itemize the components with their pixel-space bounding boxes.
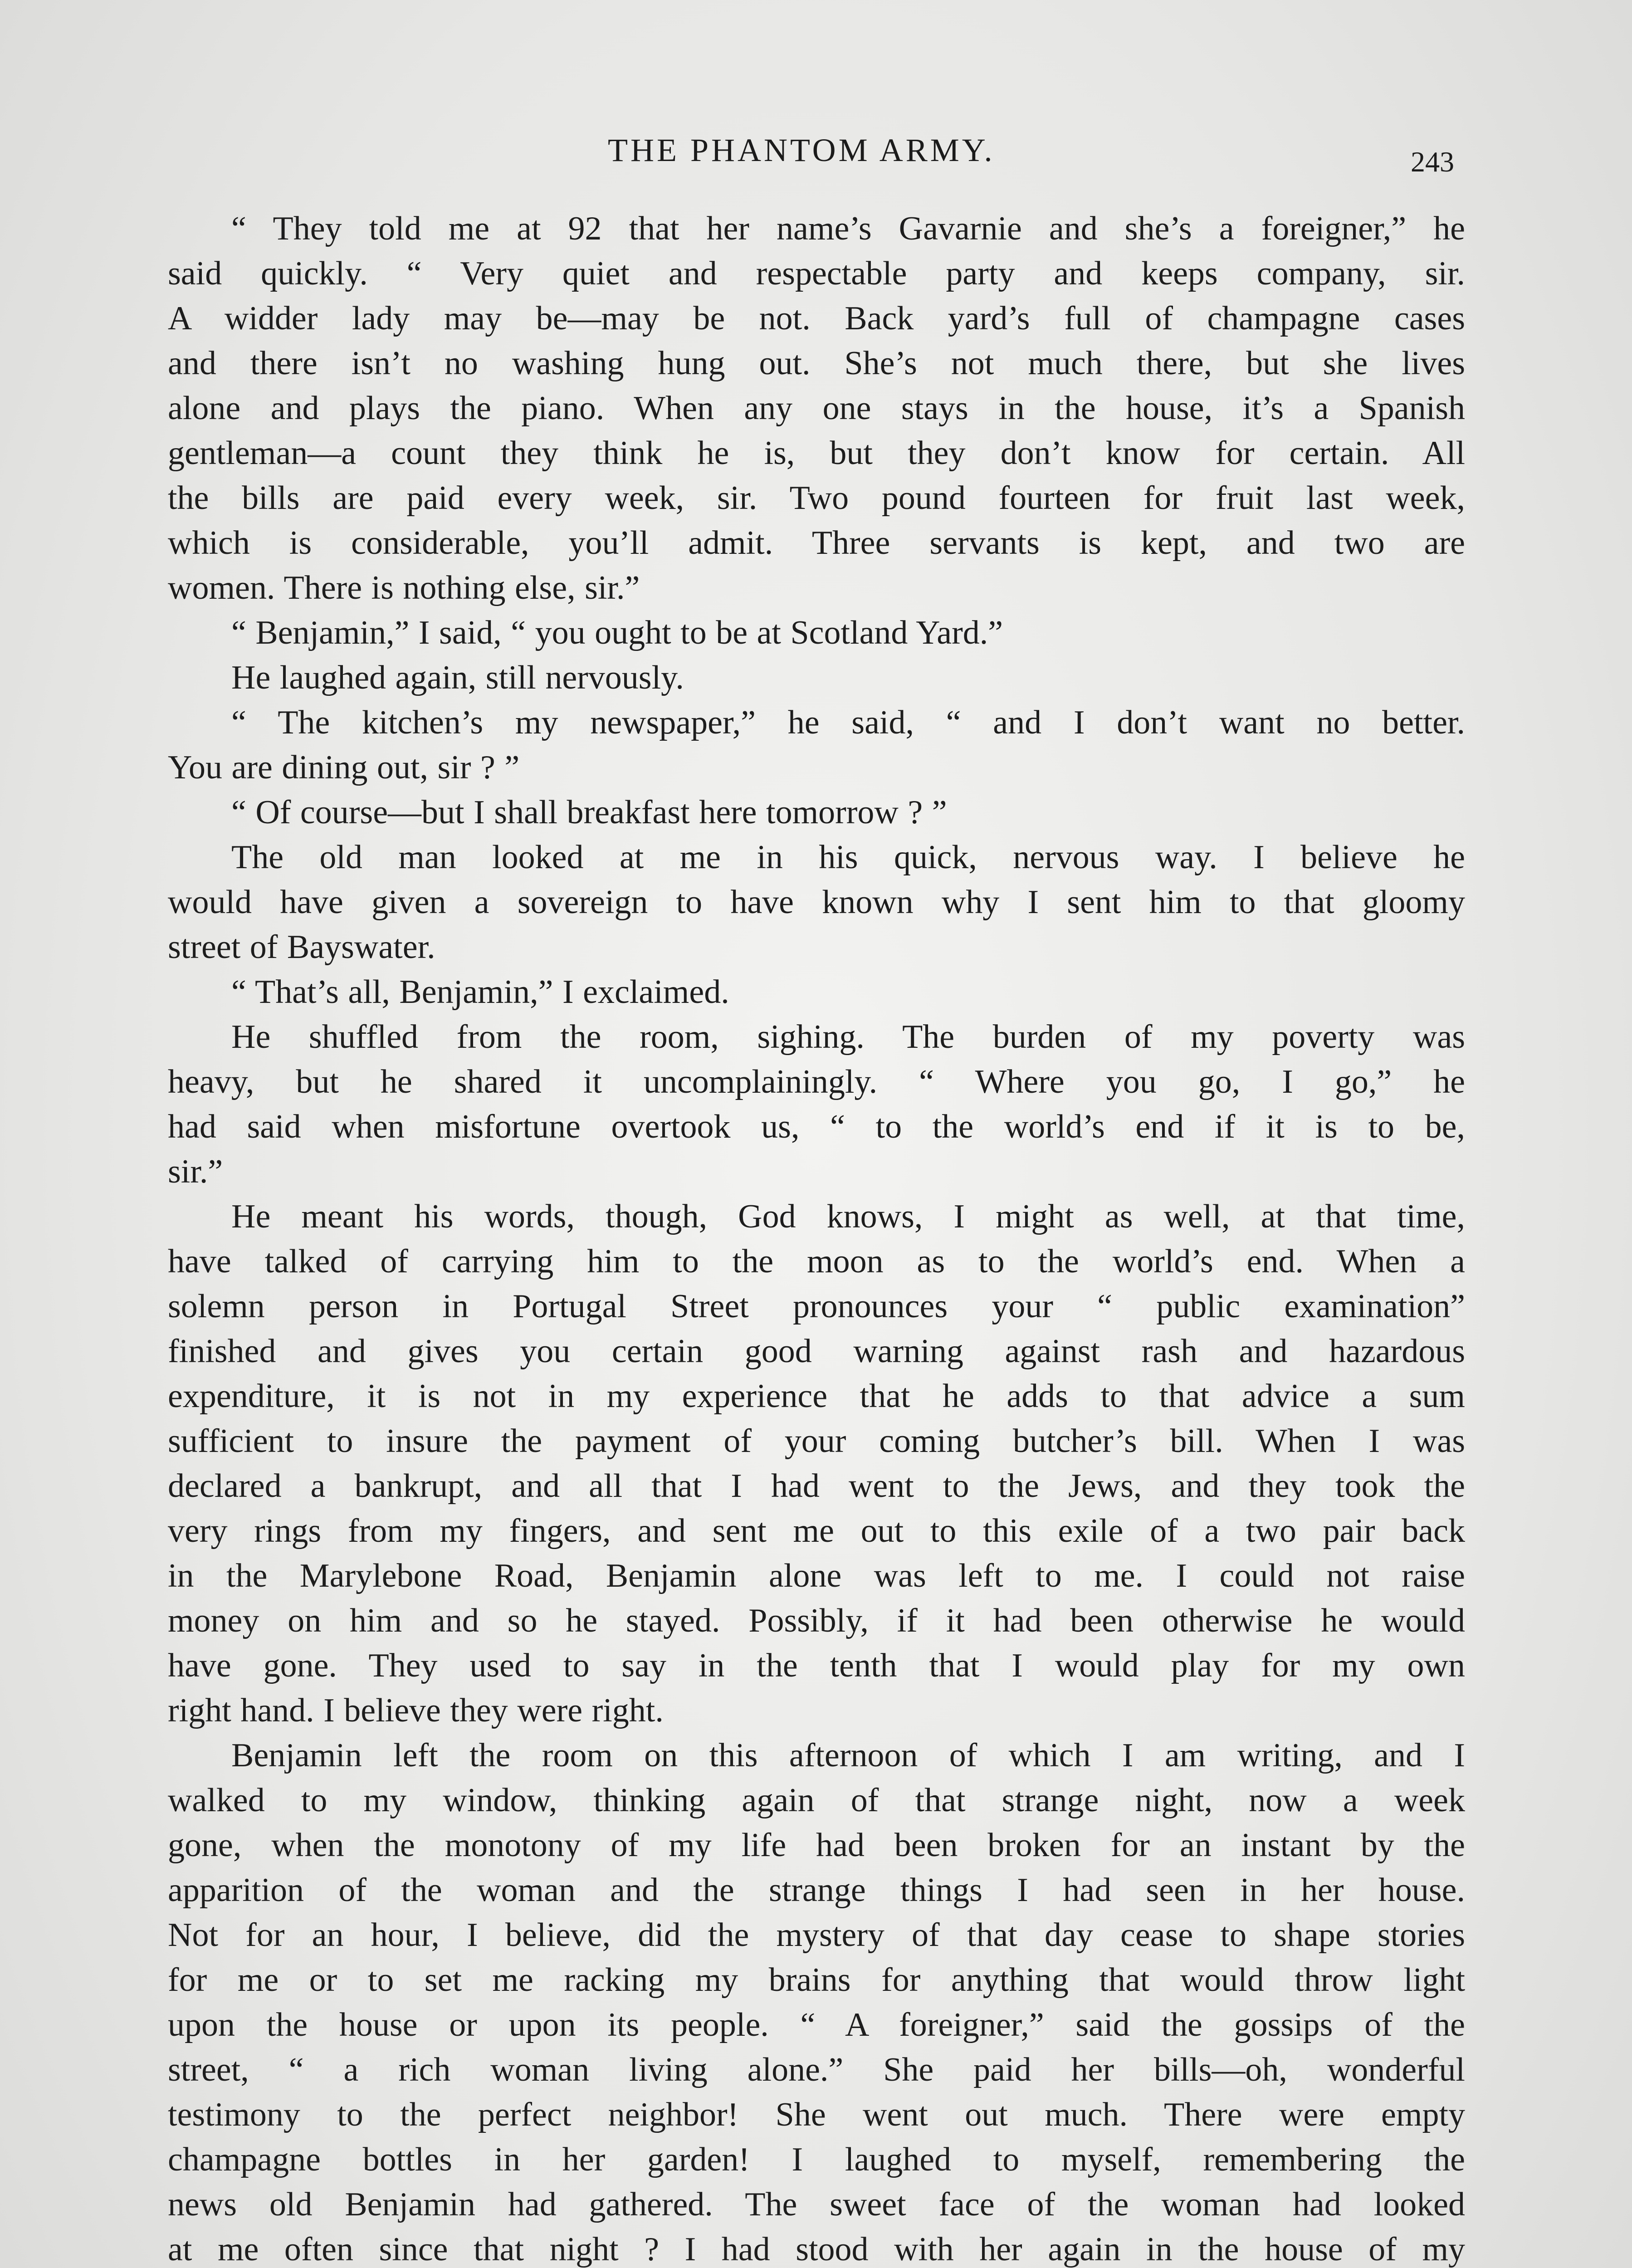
text-line: gentleman—a count they think he is, but they don’t know for certain. All <box>168 435 1465 472</box>
text-line: news old Benjamin had gathered. The sweet face of the woman had looked <box>168 2186 1465 2223</box>
text-line: sir.” <box>168 1153 223 1190</box>
text-line: declared a bankrupt, and all that I had went to the Jews, and they took the <box>168 1467 1465 1505</box>
text-line: had said when misfortune overtook us, “ to the world’s end if it is to be, <box>168 1108 1465 1145</box>
text-line: in the Marylebone Road, Benjamin alone was left to me. I could not raise <box>168 1557 1465 1594</box>
text-line: money on him and so he stayed. Possibly, if it had been otherwise he would <box>168 1602 1465 1639</box>
text-line: the bills are paid every week, sir. Two pound fourteen for fruit last week, <box>168 479 1465 517</box>
text-line: have talked of carrying him to the moon as to the world’s end. When a <box>168 1243 1465 1280</box>
text-line: solemn person in Portugal Street pronounces your “ public examination” <box>168 1288 1465 1325</box>
text-line: upon the house or upon its people. “ A foreigner,” said the gossips of the <box>168 2006 1465 2043</box>
text-line: “ Benjamin,” I said, “ you ought to be at Scotland Yard.” <box>231 614 1003 651</box>
text-line: would have given a sovereign to have known why I sent him to that gloomy <box>168 884 1465 921</box>
page-header <box>0 132 1632 186</box>
text-line: “ Of course—but I shall breakfast here tomorrow ? ” <box>231 794 947 831</box>
text-line: He shuffled from the room, sighing. The burden of my poverty was <box>231 1018 1465 1056</box>
text-line: expenditure, it is not in my experience that he adds to that advice a sum <box>168 1378 1465 1415</box>
text-line: women. There is nothing else, sir.” <box>168 569 640 606</box>
text-line: testimony to the perfect neighbor! She went out much. There were empty <box>168 2096 1465 2133</box>
text-line: street of Bayswater. <box>168 929 435 966</box>
text-line: You are dining out, sir ? ” <box>168 749 520 786</box>
text-line: street, “ a rich woman living alone.” She paid her bills—oh, wonderful <box>168 2051 1465 2088</box>
text-line: A widder lady may be—may be not. Back yard’s full of champagne cases <box>168 300 1465 337</box>
page-number: 243 <box>1411 146 1454 178</box>
text-line: have gone. They used to say in the tenth that I would play for my own <box>168 1647 1465 1684</box>
text-line: “ The kitchen’s my newspaper,” he said, “ and I don’t want no better. <box>231 704 1465 741</box>
text-line: “ They told me at 92 that her name’s Gavarnie and she’s a foreigner,” he <box>231 210 1465 247</box>
text-line: and there isn’t no washing hung out. She’s not much there, but she lives <box>168 345 1465 382</box>
text-line: finished and gives you certain good warning against rash and hazardous <box>168 1333 1465 1370</box>
text-line: “ That’s all, Benjamin,” I exclaimed. <box>231 973 729 1011</box>
body-text <box>168 206 1465 2268</box>
text-line: right hand. I believe they were right. <box>168 1692 664 1729</box>
text-line: which is considerable, you’ll admit. Three servants is kept, and two are <box>168 524 1465 562</box>
text-line: champagne bottles in her garden! I laughed to myself, remembering the <box>168 2141 1465 2178</box>
text-line: apparition of the woman and the strange things I had seen in her house. <box>168 1872 1465 1909</box>
text-line: sufficient to insure the payment of your coming butcher’s bill. When I was <box>168 1422 1465 1460</box>
text-line: Benjamin left the room on this afternoon of which I am writing, and I <box>231 1737 1465 1774</box>
text-line: gone, when the monotony of my life had been broken for an instant by the <box>168 1827 1465 1864</box>
text-line: He laughed again, still nervously. <box>231 659 684 696</box>
text-line: He meant his words, though, God knows, I might as well, at that time, <box>231 1198 1465 1235</box>
text-line: very rings from my fingers, and sent me out to this exile of a two pair back <box>168 1512 1465 1549</box>
text-line: Not for an hour, I believe, did the mystery of that day cease to shape stories <box>168 1916 1465 1954</box>
text-line: The old man looked at me in his quick, nervous way. I believe he <box>231 839 1465 876</box>
running-head: THE PHANTOM ARMY. <box>608 132 995 168</box>
text-line: for me or to set me racking my brains for anything that would throw light <box>168 1961 1465 1999</box>
text-line: walked to my window, thinking again of that strange night, now a week <box>168 1782 1465 1819</box>
text-line: at me often since that night ? I had stood with her again in the house of my <box>168 2231 1465 2268</box>
text-line: alone and plays the piano. When any one stays in the house, it’s a Spanish <box>168 390 1465 427</box>
text-line: said quickly. “ Very quiet and respectable party and keeps company, sir. <box>168 255 1465 292</box>
text-line: heavy, but he shared it uncomplainingly. “ Where you go, I go,” he <box>168 1063 1465 1100</box>
